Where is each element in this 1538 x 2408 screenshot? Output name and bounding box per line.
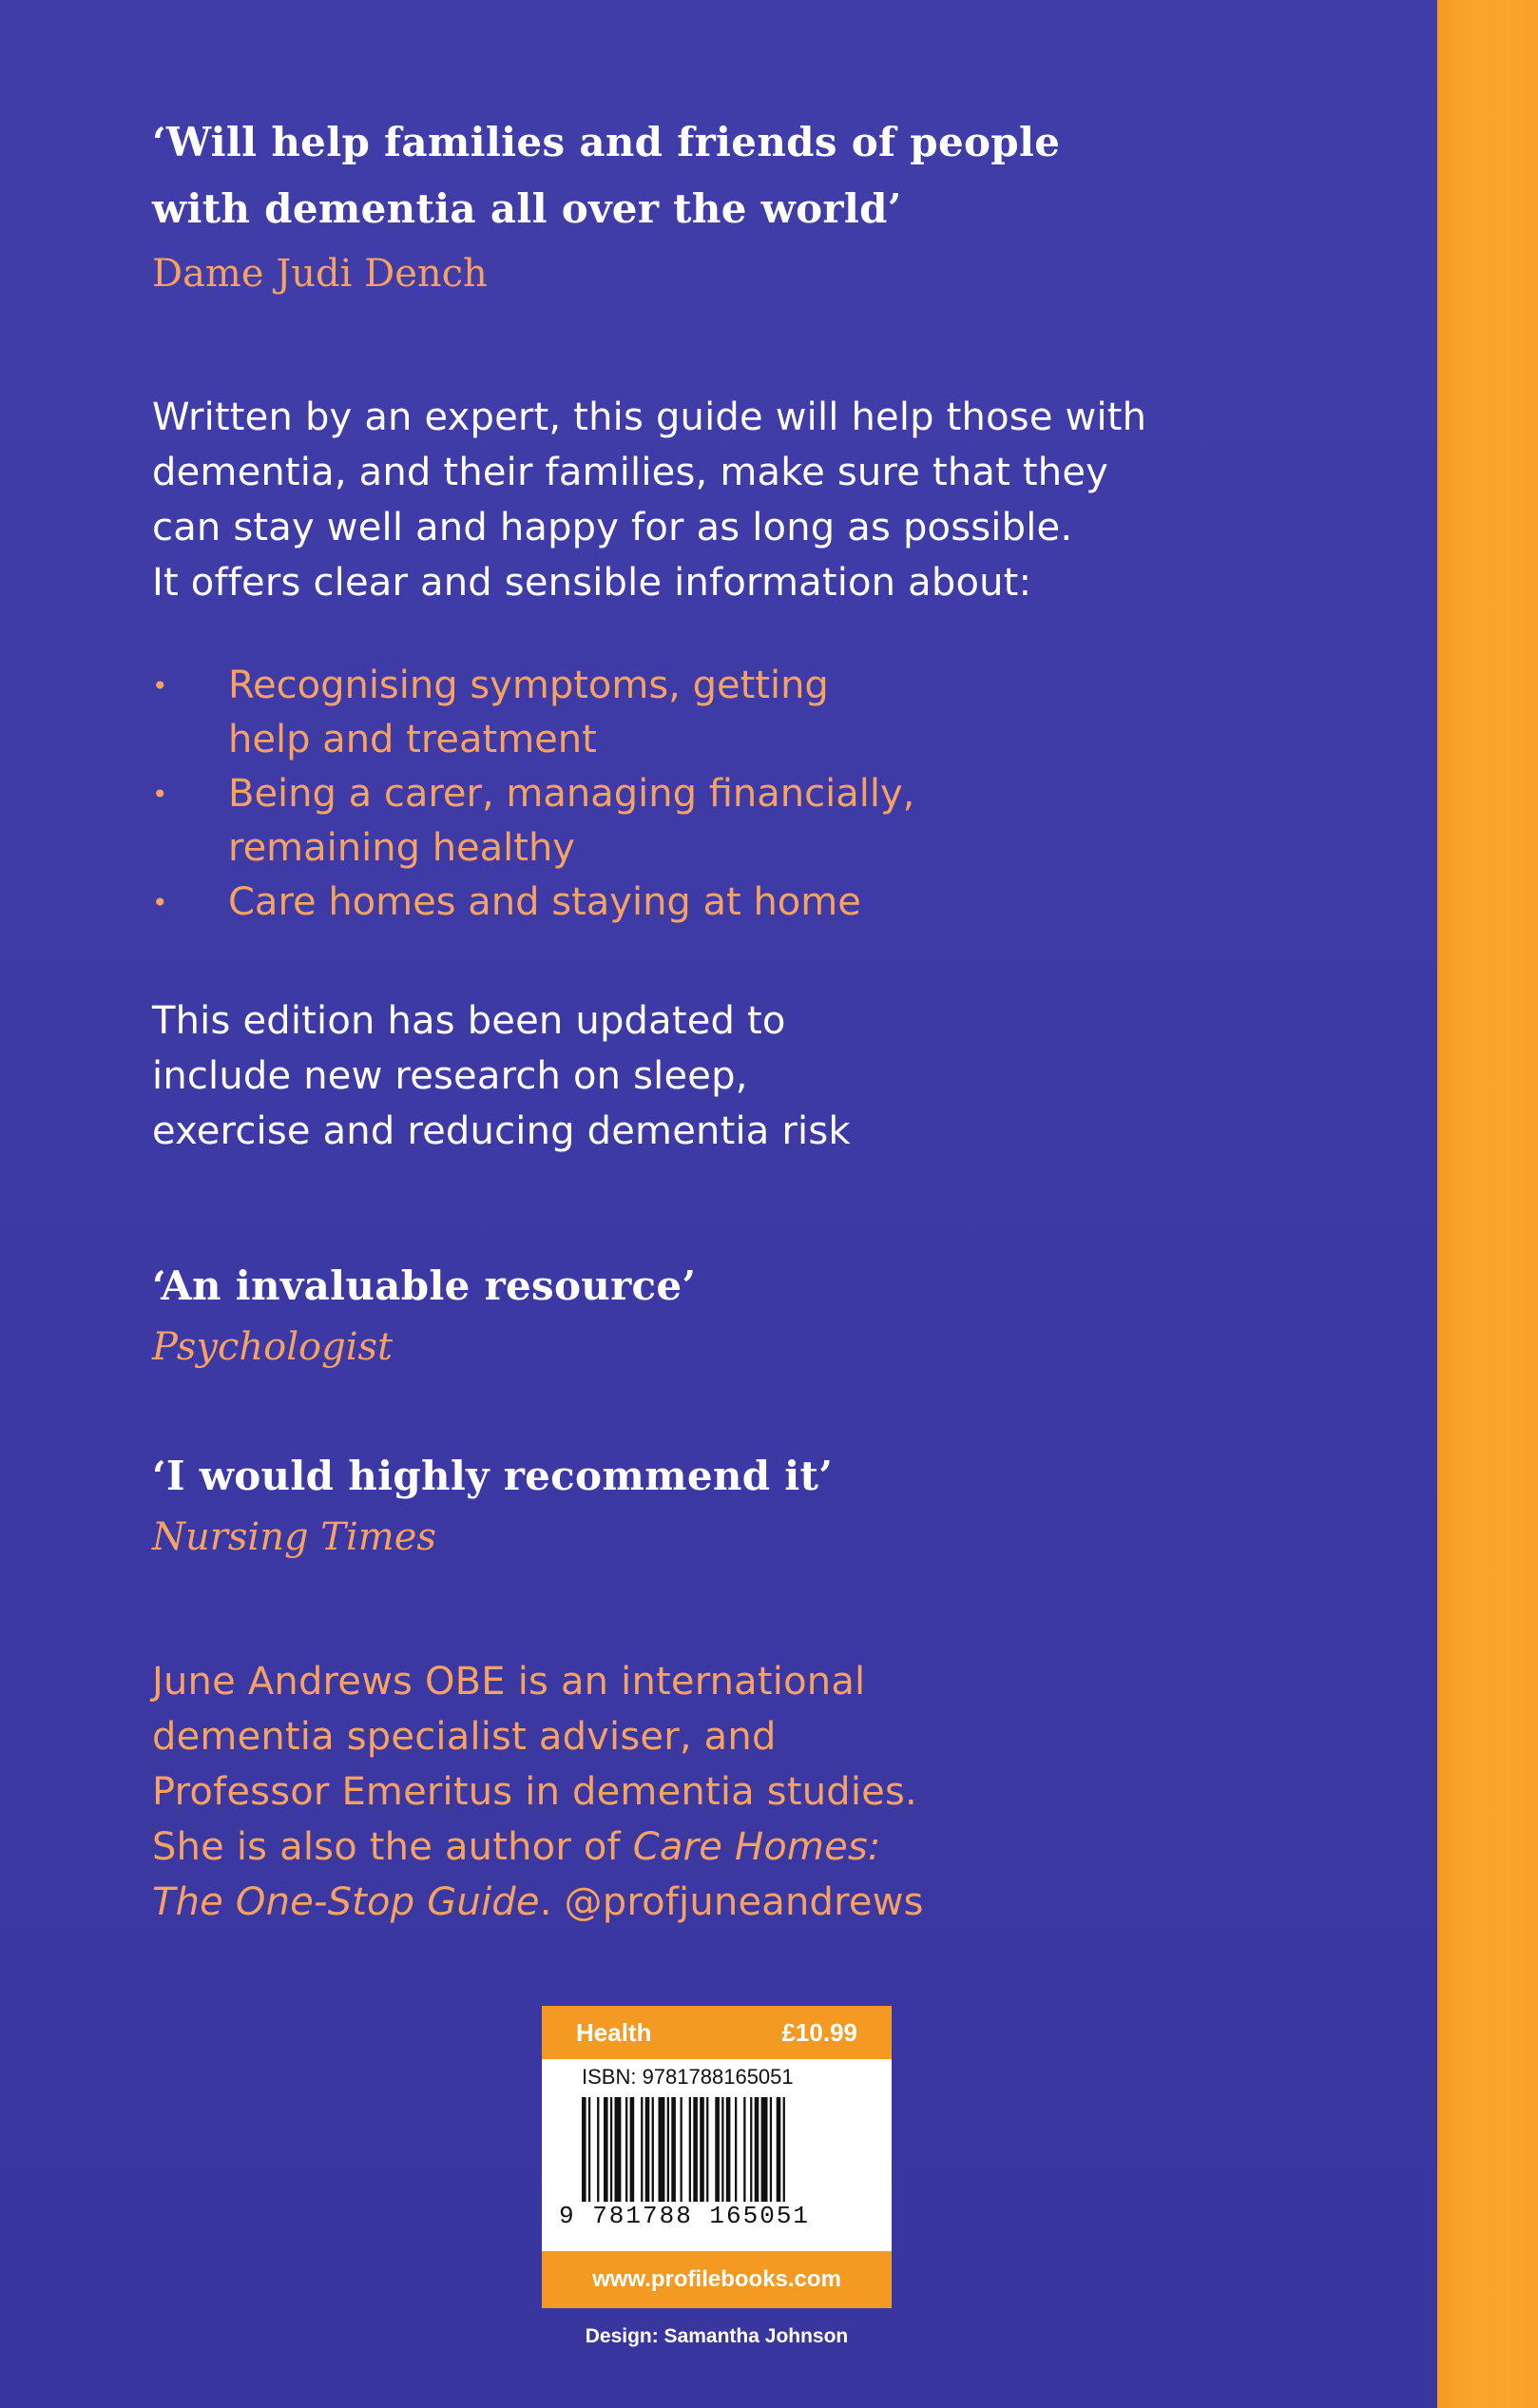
update-line: This edition has been updated to (152, 999, 786, 1043)
barcode-stripe (645, 2097, 650, 2202)
blurb-line: Written by an expert, this guide will help those with (152, 395, 1147, 439)
bullet-line: remaining healthy (228, 826, 575, 870)
bio-line (152, 1820, 924, 1875)
bio-line: Professor Emeritus in dementia studies. (152, 1770, 917, 1814)
barcode-stripe (750, 2097, 752, 2202)
barcode-stripe (706, 2097, 708, 2202)
barcode-stripe (652, 2097, 654, 2202)
barcode-block (542, 2006, 892, 2308)
quote-judi (152, 109, 1060, 242)
bullet-icon: • (152, 887, 168, 918)
price-label: £10.99 (781, 2017, 857, 2047)
list-item (152, 876, 914, 930)
bullet-icon: • (152, 779, 168, 810)
barcode-digits: 9 781788 165051 (559, 2202, 811, 2230)
update-paragraph (152, 993, 851, 1159)
blurb-line: dementia, and their families, make sure that they (152, 451, 1109, 494)
attribution-judi: Dame Judi Dench (152, 252, 488, 296)
list-item (152, 659, 914, 767)
barcode-stripe (693, 2097, 698, 2202)
bullet-line: help and treatment (228, 718, 597, 761)
barcode-header (542, 2006, 892, 2059)
category-label: Health (576, 2017, 652, 2047)
barcode-stripe (625, 2097, 627, 2202)
barcode-stripe (783, 2097, 785, 2202)
publisher-website: www.profilebooks.com (542, 2251, 892, 2308)
barcode-stripe (735, 2097, 737, 2202)
quote-judi-line1: ‘Will help families and friends of people (152, 119, 1061, 165)
bio-text: . @profjuneandrews (539, 1880, 924, 1924)
design-credit: Design: Samantha Johnson (585, 2325, 849, 2347)
update-line: include new research on sleep, (152, 1054, 748, 1098)
bullet-line: Care homes and staying at home (228, 880, 861, 924)
bullet-line: Recognising symptoms, getting (228, 664, 829, 707)
bio-line: June Andrews OBE is an international (152, 1660, 866, 1704)
book-title: The One-Stop Guide (152, 1880, 540, 1924)
quote-judi-line2: with dementia all over the world’ (152, 185, 902, 232)
blurb-line: can stay well and happy for as long as possible. (152, 506, 1073, 549)
barcode-stripe (681, 2097, 682, 2202)
attribution-psychologist: Psychologist (152, 1325, 394, 1369)
barcode-stripe (689, 2097, 691, 2202)
barcode-stripe (641, 2097, 643, 2202)
attribution-nursing-times: Nursing Times (152, 1515, 436, 1559)
quote-psychologist: ‘An invaluable resource’ (152, 1262, 697, 1309)
barcode-stripe (761, 2097, 768, 2202)
isbn-label: ISBN: 9781788165051 (582, 2065, 794, 2089)
bio-text: She is also the author of (152, 1825, 633, 1869)
barcode-stripe (588, 2097, 590, 2202)
topics-list (152, 659, 914, 930)
book-title: Care Homes: (632, 1825, 881, 1869)
barcode-stripe (770, 2097, 772, 2202)
barcode-stripe (604, 2097, 608, 2202)
barcode-stripe (597, 2097, 599, 2202)
barcode-stripe (777, 2097, 781, 2202)
bio-line: dementia specialist adviser, and (152, 1715, 777, 1759)
quote-nursing-times: ‘I would highly recommend it’ (152, 1453, 834, 1499)
update-line: exercise and reducing dementia risk (152, 1109, 851, 1153)
barcode-stripe (700, 2097, 704, 2202)
orange-edge-strip (1437, 0, 1538, 2408)
barcode-stripe (610, 2097, 612, 2202)
barcode-stripe (615, 2097, 622, 2202)
barcode-stripe (743, 2097, 745, 2202)
barcode-stripe (582, 2097, 586, 2202)
blurb-paragraph (152, 390, 1146, 610)
barcode-stripe (659, 2097, 665, 2202)
blurb-line: It offers clear and sensible information about: (152, 561, 1032, 605)
barcode-stripe (671, 2097, 676, 2202)
barcode-bars (582, 2097, 857, 2202)
barcode-stripe (721, 2097, 723, 2202)
bullet-icon: • (152, 670, 168, 702)
author-bio (152, 1654, 924, 1930)
barcode-stripe (630, 2097, 635, 2202)
barcode-stripe (667, 2097, 669, 2202)
list-item (152, 767, 914, 876)
bullet-line: Being a carer, managing financially, (228, 772, 915, 816)
bio-line (152, 1875, 924, 1930)
barcode-stripe (755, 2097, 759, 2202)
barcode-stripe (715, 2097, 720, 2202)
barcode-stripe (726, 2097, 731, 2202)
